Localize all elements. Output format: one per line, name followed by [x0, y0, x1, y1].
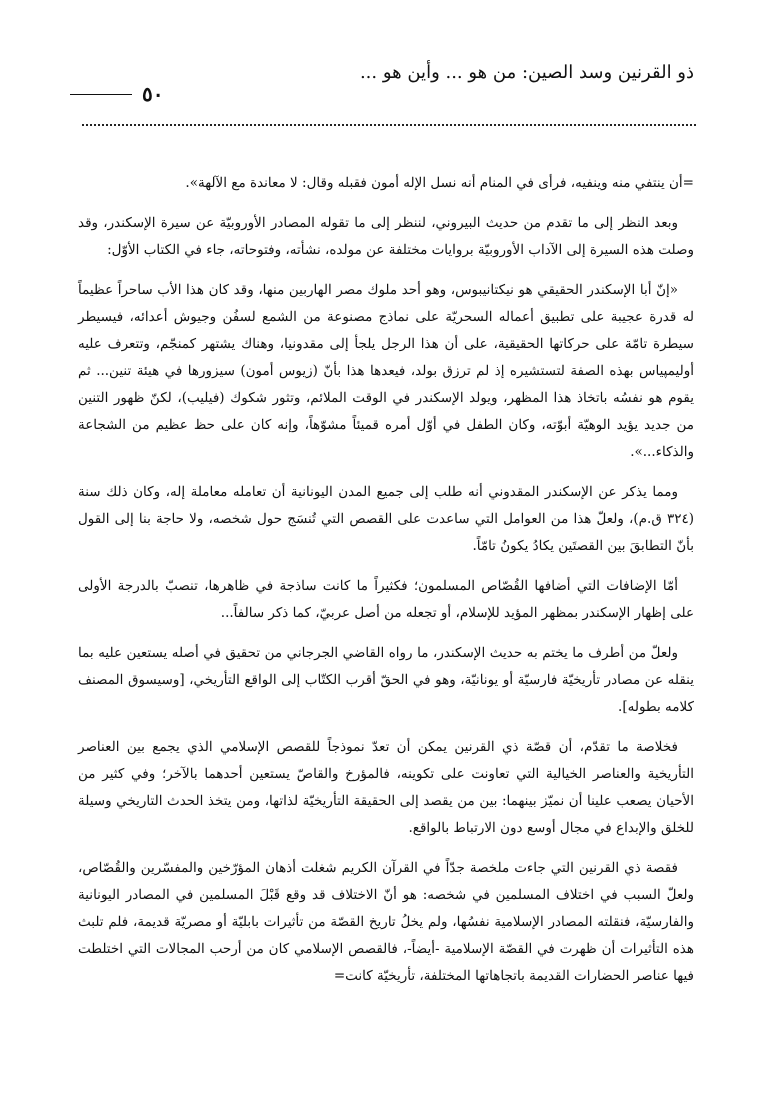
- body-text: [78, 170, 694, 1003]
- paragraph: أمّا الإضافات التي أضافها القُصّاص المسلمون؛ فكثيراً ما كانت ساذجة في ظاهرها، تنصبّ بالدرجة الأولى على إظهار الإسكندر بمظهر المؤيد للإسلام، أو تجعله من أصل عربيّ، كما ذكر سالفاً...: [78, 578, 694, 621]
- paragraph: ومما يذكر عن الإسكندر المقدوني أنه طلب إلى جميع المدن اليونانية أن تعامله معاملة إله، وكان ذلك سنة (٣٢٤ ق.م)، ولعلّ هذا من العوامل التي ساعدت على القصص التي تُنسَج حول شخصه، ولا حاجة بنا إلى القول بأنّ التطابقَ بين القصتَين يكادُ يكونُ تامّاً.: [78, 484, 694, 554]
- dotted-separator: [82, 124, 696, 126]
- paragraph: ولعلّ من أطرف ما يختم به حديث الإسكندر، ما رواه القاضي الجرجاني من تحقيق في أصله يستعين عليه بما ينقله عن مصادر تأريخيّة فارسيّة أو يونانيّة، وهو في الحقّ أقرب الكتّاب إلى الواقع التأريخي، [وسيسوق المصنف كلامه بطوله].: [78, 645, 694, 715]
- page-number: ٥٠: [142, 82, 164, 106]
- paragraph: وبعد النظر إلى ما تقدم من حديث البيروني، لننظر إلى ما تقوله المصادر الأوروبيّة عن سيرة الإسكندر، وقد وصلت هذه السيرة إلى الآداب الأوروبيّة بروايات مختلفة عن مولده، نشأته، وفتوحاته، جاء في الكتاب الأوّل:: [78, 215, 694, 258]
- paragraph: فقصة ذي القرنين التي جاءت ملخصة جدّاً في القرآن الكريم شغلت أذهان المؤرّخين والمفسّرين والقُصّاص، ولعلّ السبب في اختلاف المسلمين في شخصه: هو أنّ الاختلاف قد وقع قَبْلَ المسلمين في المصادر اليونانية والفارسيّة، فنقلته المصادر الإسلامية نفسُها، ولم يخلُ تاريخ القصّة من تأثيرات بابليّة أو مصريّة قديمة، فلم تلبث هذه التأثيرات أن ظهرت في القصّة الإسلامية -أيضاً-، فالقصص الإسلامي كان من أرحب المجالات التي اختلطت فيها عناصر الحضارات القديمة باتجاهاتها المختلفة، تأريخيّة كانت=: [78, 860, 694, 984]
- page-header: [70, 62, 694, 106]
- header-rule: [70, 94, 132, 95]
- running-title: ذو القرنين وسد الصين: من هو ... وأين هو ...: [359, 62, 694, 83]
- quote-paragraph: «إنّ أبا الإسكندر الحقيقي هو نيكتانيبوس، وهو أحد ملوك مصر الهاربين منها، وقد كان هذا الأب ساحراً عظيماً له قدرة عجيبة على تطبيق أعماله السحريّة على نماذج مصنوعة من الشمع لسفُن وجيوش أعدائه، فيسيطر سيطرة تامّة على حركاتها الحقيقية، على أن هذا الرجل يلجأ إلى مقدونيا، وهناك يشتهر كمنجّم، وتتعرف عليه أوليمپياس بهذه الصفة لتستشيره إذ لم ترزق بولد، فيعدها هذا بأنّ (زيوس أمون) سيزورها في هيئة تنين... ثم يقوم هو نفسُه باتخاذ هذا المظهر، ويولد الإسكندر في الوقت الملائم، وتثور شكوك (فيليب)، لكنّ ظهور التنين من جديد يؤيد الوهيّة أبوّته، وكان الطفل في أوّل أمره قميئاً مشوّهاً، وإنه كان على حظ عظيم من الشجاعة والذكاء...».: [78, 282, 694, 460]
- paragraph: فخلاصة ما تقدّم، أن قصّة ذي القرنين يمكن أن تعدّ نموذجاً للقصص الإسلامي الذي يجمع بين العناصر التأريخية والعناصر الخيالية التي تعاونت على تكوينه، فالمؤرخ والقاصّ يستعين أحدهما بالآخر؛ وفي كثير من الأحيان يصعب علينا أن نميّز بينهما: بين من يقصد إلى الحقيقة التأريخيّة لذاتها، ومن يتخذ الحدث التاريخي وسيلة للخلق والإبداع في مجال أوسع دون الارتباط بالواقع.: [78, 739, 694, 836]
- paragraph-continuation: =أن ينتفي منه وينفيه، فرأى في المنام أنه نسل الإله أمون فقبله وقال: لا معاندة مع الآلهة».: [185, 175, 694, 191]
- page-number-group: [70, 82, 163, 106]
